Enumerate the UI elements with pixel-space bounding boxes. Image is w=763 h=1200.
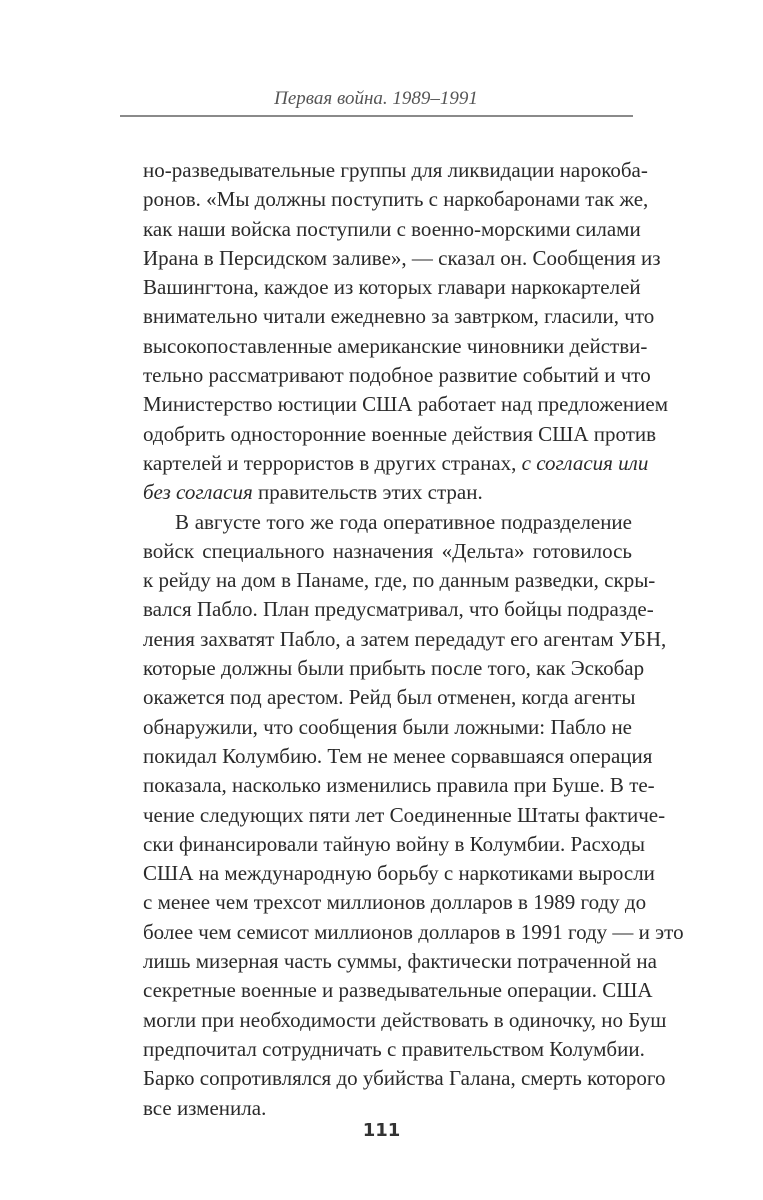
text-segment: лишь мизерная часть суммы, фактически потраченной на (143, 949, 657, 974)
text-line (143, 1094, 632, 1123)
text-segment: которые должны были прибыть после того, как Эскобар (143, 656, 645, 681)
text-line (143, 713, 632, 742)
text-segment: к рейду на дом в Панаме, где, по данным разведки, скры- (143, 568, 656, 593)
text-segment: США на международную борьбу с наркотиками выросли (143, 861, 655, 886)
text-line (143, 215, 641, 244)
header-rule (120, 115, 633, 117)
text-line (143, 1064, 666, 1093)
text-line (143, 976, 653, 1005)
text-line (143, 361, 651, 390)
text-segment: показала, насколько изменились правила при Буше. В те- (143, 773, 655, 798)
text-line (143, 595, 654, 624)
text-line (143, 390, 669, 419)
text-line (143, 185, 649, 214)
text-line (143, 244, 661, 273)
text-line (143, 273, 641, 302)
text-line (143, 508, 632, 537)
italic-text: с согласия или (521, 450, 649, 475)
text-segment: Барко сопротивлялся до убийства Галана, смерть которого (143, 1066, 666, 1091)
text-line (143, 801, 666, 830)
body-text (143, 156, 684, 1123)
text-segment: Министерство юстиции США работает над предложением (143, 392, 669, 417)
text-segment: вался Пабло. План предусматривал, что бойцы подразде- (143, 597, 654, 622)
text-segment: правительств этих стран. (252, 480, 483, 505)
text-line (143, 830, 645, 859)
text-segment: обнаружили, что сообщения были ложными: Пабло не (143, 714, 632, 739)
text-segment: все изменила. (143, 1095, 267, 1120)
text-line (143, 947, 657, 976)
text-segment: В августе того же года оперативное подразделение (175, 509, 632, 534)
text-line (143, 654, 645, 683)
page-number: 111 (362, 1120, 401, 1141)
text-segment: предпочитал сотрудничать с правительством Колумбии. (143, 1036, 645, 1061)
text-line (143, 478, 632, 507)
text-segment: с менее чем трехсот миллионов долларов в 1989 году до (143, 890, 647, 915)
text-segment: ронов. «Мы должны поступить с наркобаронами так же, (143, 187, 649, 212)
text-line (143, 1006, 667, 1035)
text-line (143, 566, 656, 595)
text-line (143, 449, 649, 478)
text-segment: Вашингтона, каждое из которых главари наркокартелей (143, 275, 641, 300)
text-segment: высокопоставленные американские чиновники действи- (143, 333, 648, 358)
text-line (143, 859, 655, 888)
text-segment: тельно рассматривают подобное развитие событий и что (143, 363, 651, 388)
italic-text: без согласия (143, 480, 253, 505)
text-segment: могли при необходимости действовать в одиночку, но Буш (143, 1007, 667, 1032)
text-segment: но-разведывательные группы для ликвидации нарокоба- (143, 158, 648, 182)
text-line (143, 537, 632, 566)
text-segment: ления захватят Пабло, а затем передадут его агентам УБН, (143, 626, 667, 651)
text-segment: более чем семисот миллионов долларов в 1991 году — и это (143, 919, 684, 944)
text-line (143, 771, 655, 800)
text-line (143, 156, 648, 185)
text-line (143, 683, 636, 712)
text-line (143, 918, 684, 947)
text-segment: войск специального назначения «Дельта» готовилось (143, 538, 632, 563)
text-line (143, 332, 648, 361)
text-segment: чение следующих пяти лет Соединенные Штаты фактиче- (143, 802, 666, 827)
text-segment: ски финансировали тайную войну в Колумбии. Расходы (143, 831, 645, 856)
text-line (143, 420, 657, 449)
text-line (143, 625, 667, 654)
text-line (143, 302, 655, 331)
text-line (143, 888, 647, 917)
text-segment: окажется под арестом. Рейд был отменен, когда агенты (143, 685, 636, 710)
text-segment: как наши войска поступили с военно-морскими силами (143, 216, 641, 241)
text-line (143, 742, 653, 771)
paragraph (143, 508, 684, 1123)
text-segment: секретные военные и разведывательные операции. США (143, 978, 653, 1003)
text-segment: покидал Колумбию. Тем не менее сорвавшаяся операция (143, 743, 653, 768)
text-line (143, 1035, 645, 1064)
running-head: Первая война. 1989–1991 (274, 88, 478, 109)
text-segment: внимательно читали ежедневно за завтрком, гласили, что (143, 304, 655, 329)
text-segment: одобрить односторонние военные действия США против (143, 421, 657, 446)
text-segment: Ирана в Персидском заливе», — сказал он. Сообщения из (143, 245, 661, 270)
text-segment: картелей и террористов в других странах, (143, 450, 522, 475)
paragraph (143, 156, 669, 508)
